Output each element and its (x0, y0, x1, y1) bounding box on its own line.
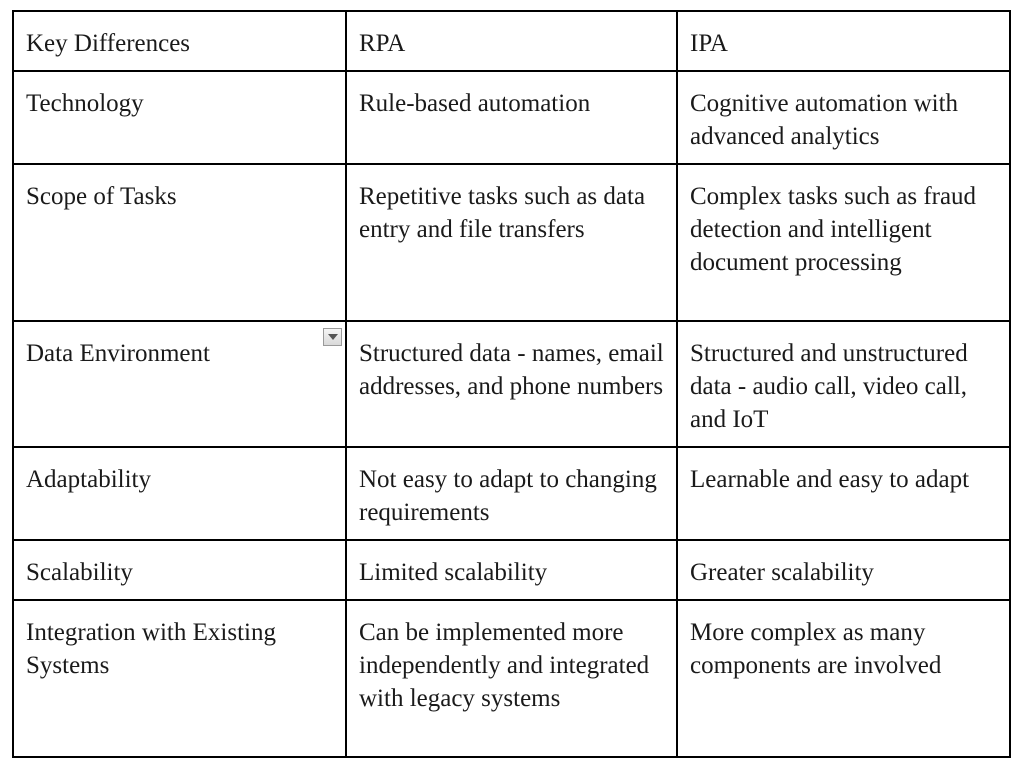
table-row (13, 600, 1010, 757)
cell-rpa-technology: Rule-based automation (346, 71, 677, 164)
cell-rpa-scalability: Limited scalability (346, 540, 677, 600)
table-row (13, 164, 1010, 321)
row-label-scalability: Scalability (13, 540, 346, 600)
chevron-down-icon (328, 334, 338, 340)
row-label-scope-of-tasks: Scope of Tasks (13, 164, 346, 321)
table-header-row (13, 11, 1010, 71)
row-label-integration: Integration with Existing Systems (13, 600, 346, 757)
cell-ipa-scope-of-tasks: Complex tasks such as fraud detection and intelligent document processing (677, 164, 1010, 321)
cell-menu-button[interactable] (323, 328, 342, 346)
row-label-technology: Technology (13, 71, 346, 164)
header-cell-rpa: RPA (346, 11, 677, 71)
cell-rpa-adaptability: Not easy to adapt to changing requirements (346, 447, 677, 540)
header-cell-ipa: IPA (677, 11, 1010, 71)
cell-ipa-technology: Cognitive automation with advanced analytics (677, 71, 1010, 164)
row-label-data-environment-cell (13, 321, 346, 447)
cell-ipa-integration: More complex as many components are involved (677, 600, 1010, 757)
cell-ipa-scalability: Greater scalability (677, 540, 1010, 600)
cell-ipa-adaptability: Learnable and easy to adapt (677, 447, 1010, 540)
row-label-data-environment: Data Environment (26, 340, 210, 367)
table-row (13, 540, 1010, 600)
header-cell-key-differences: Key Differences (13, 11, 346, 71)
cell-rpa-integration: Can be implemented more independently and integrated with legacy systems (346, 600, 677, 757)
table-row (13, 321, 1010, 447)
cell-ipa-data-environment: Structured and unstructured data - audio call, video call, and IoT (677, 321, 1010, 447)
cell-rpa-scope-of-tasks: Repetitive tasks such as data entry and file transfers (346, 164, 677, 321)
table-row (13, 447, 1010, 540)
comparison-table (12, 10, 1011, 758)
row-label-adaptability: Adaptability (13, 447, 346, 540)
table-row (13, 71, 1010, 164)
cell-rpa-data-environment: Structured data - names, email addresses, and phone numbers (346, 321, 677, 447)
